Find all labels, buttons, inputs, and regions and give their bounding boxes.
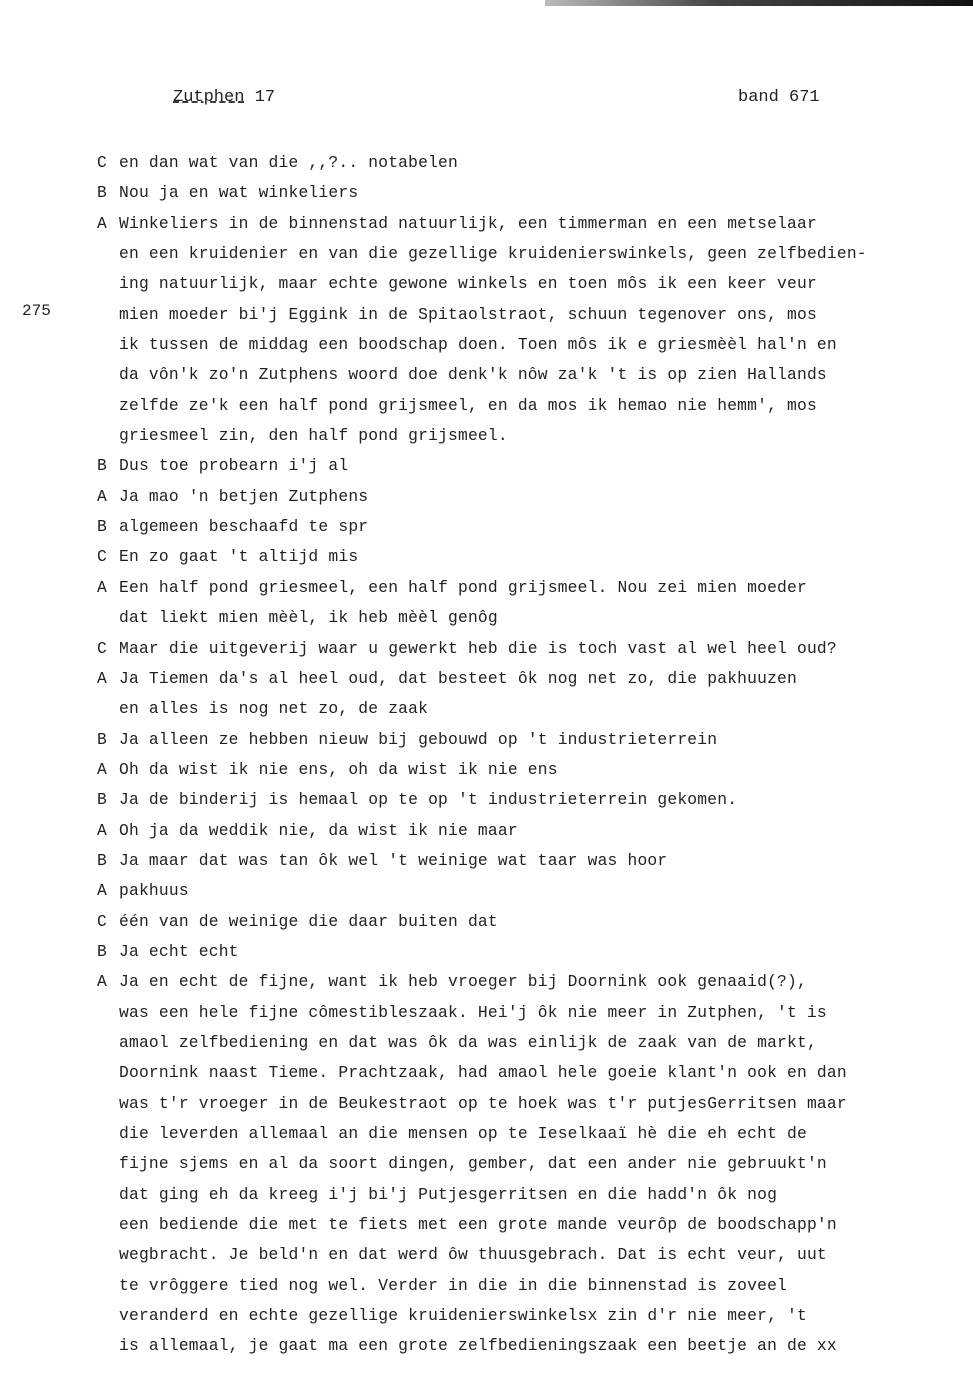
line-text: één van de weinige die daar buiten dat — [119, 911, 498, 931]
line-text: fijne sjems en al da soort dingen, gember, dat een ander nie gebruukt'n — [119, 1154, 827, 1174]
place-number: 17 — [254, 88, 276, 107]
speaker-label: A — [97, 759, 107, 779]
speaker-label: B — [97, 183, 107, 203]
line-text: Ja maar dat was tan ôk wel 't weinige wat taar was hoor — [119, 850, 668, 870]
speaker-label: B — [97, 941, 107, 961]
line-text: Oh da wist ik nie ens, oh da wist ik nie ens — [119, 759, 558, 779]
transcript-line — [97, 1149, 957, 1179]
transcript-line — [97, 239, 957, 269]
transcript-line — [97, 209, 957, 239]
line-text: amaol zelfbediening en dat was ôk da was einlijk de zaak van de markt, — [119, 1032, 817, 1052]
line-text: die leverden allemaal an die mensen op te Ieselkaaï hè die eh echt de — [119, 1124, 807, 1143]
transcript-line — [97, 998, 957, 1028]
transcript-body — [97, 148, 957, 1362]
transcript-line — [97, 421, 957, 451]
tape-number: band 671 — [738, 88, 820, 107]
transcript-line — [97, 846, 957, 876]
line-text: was een hele fijne cômestibleszaak. Hei'j ôk nie meer in Zutphen, 't is — [119, 1002, 827, 1022]
line-text: ik tussen de middag een boodschap doen. Toen môs ik e griesmèèl hal'n en — [119, 335, 837, 355]
line-text: mien moeder bi'j Eggink in de Spitaolstraot, schuun tegenover ons, mos — [119, 304, 817, 324]
line-text: zelfde ze'k een half pond grijsmeel, en da mos ik hemao nie hemm', mos — [119, 395, 817, 415]
transcript-line — [97, 634, 957, 664]
speaker-label: A — [97, 820, 107, 840]
transcript-line — [97, 512, 957, 542]
transcript-line — [97, 1331, 957, 1361]
line-text: pakhuus — [119, 881, 189, 901]
transcript-line — [97, 1210, 957, 1240]
speaker-label: B — [97, 517, 107, 537]
line-text: En zo gaat 't altijd mis — [119, 547, 359, 567]
transcript-line — [97, 1240, 957, 1270]
line-text: Dus toe probearn i'j al — [119, 456, 349, 476]
transcript-line — [97, 1058, 957, 1088]
transcript-line — [97, 1119, 957, 1149]
line-text: Winkeliers in de binnenstad natuurlijk, een timmerman en een metselaar — [119, 213, 817, 233]
line-text: is allemaal, je gaat ma een grote zelfbedieningszaak een beetje an de xx — [119, 1336, 837, 1356]
transcript-line — [97, 451, 957, 481]
line-text: Ja echt echt — [119, 941, 239, 961]
line-text: Oh ja da weddik nie, da wist ik nie maar — [119, 820, 518, 840]
transcript-line — [97, 148, 957, 178]
speaker-label: C — [97, 153, 107, 172]
transcript-line — [97, 482, 957, 512]
speaker-label: C — [97, 547, 107, 567]
line-text: te vrôggere tied nog wel. Verder in die in die binnenstad is zoveel — [119, 1275, 788, 1295]
line-text: griesmeel zin, den half pond grijsmeel. — [119, 426, 508, 446]
line-text: veranderd en echte gezellige kruidenierswinkelsx zin d'r nie meer, 't — [119, 1306, 807, 1326]
transcript-line — [97, 694, 957, 724]
transcript-line — [97, 573, 957, 603]
transcript-line — [97, 907, 957, 937]
speaker-label: B — [97, 790, 107, 810]
speaker-label: B — [97, 850, 107, 870]
speaker-label: A — [97, 213, 107, 233]
speaker-label: C — [97, 638, 107, 658]
transcript-line — [97, 725, 957, 755]
line-text: en alles is nog net zo, de zaak — [119, 699, 429, 719]
transcript-line — [97, 1028, 957, 1058]
line-text: Nou ja en wat winkeliers — [119, 183, 359, 203]
margin-line-number: 275 — [22, 302, 51, 320]
line-text: ing natuurlijk, maar echte gewone winkels en toen môs ik een keer veur — [119, 274, 817, 294]
line-text: da vôn'k zo'n Zutphens woord doe denk'k nôw za'k 't is op zien Hallands — [119, 365, 827, 385]
transcript-line — [97, 1089, 957, 1119]
line-text: was t'r vroeger in de Beukestraot op te hoek was t'r putjesGerritsen maar — [119, 1093, 847, 1113]
line-text: Ja Tiemen da's al heel oud, dat besteet ôk nog net zo, die pakhuuzen — [119, 668, 797, 688]
speaker-label: B — [97, 456, 107, 476]
transcript-line — [97, 330, 957, 360]
transcript-line — [97, 876, 957, 906]
line-text: Ja en echt de fijne, want ik heb vroeger bij Doornink ook genaaid(?), — [119, 972, 807, 992]
transcript-line — [97, 755, 957, 785]
speaker-label: A — [97, 881, 107, 901]
speaker-label: B — [97, 729, 107, 749]
line-text: Ja de binderij is hemaal op te op 't industrieterrein gekomen. — [119, 790, 738, 810]
place-name: Zutphen — [173, 88, 245, 107]
transcript-line — [97, 360, 957, 390]
line-text: Doornink naast Tieme. Prachtzaak, had amaol hele goeie klant'n ook en dan — [119, 1063, 847, 1083]
speaker-label: A — [97, 577, 107, 597]
transcript-line — [97, 603, 957, 633]
transcript-line — [97, 816, 957, 846]
line-text: wegbracht. Je beld'n en dat werd ôw thuusgebrach. Dat is echt veur, uut — [119, 1245, 827, 1265]
transcript-line — [97, 391, 957, 421]
line-text: dat liekt mien mèèl, ik heb mèèl genôg — [119, 608, 498, 628]
document-header-place — [173, 88, 275, 107]
line-text: algemeen beschaafd te spr — [119, 517, 369, 537]
line-text: en een kruidenier en van die gezellige kruidenierswinkels, geen zelfbedien- — [119, 244, 867, 264]
transcript-line — [97, 178, 957, 208]
speaker-label: A — [97, 972, 107, 992]
speaker-label: A — [97, 668, 107, 688]
transcript-line — [97, 967, 957, 997]
line-text: Een half pond griesmeel, een half pond grijsmeel. Nou zei mien moeder — [119, 577, 807, 597]
transcript-line — [97, 300, 957, 330]
transcript-line — [97, 1271, 957, 1301]
transcript-line — [97, 269, 957, 299]
transcript-line — [97, 1180, 957, 1210]
line-text: en dan wat van die ,,?.. notabelen — [119, 153, 458, 172]
transcript-line — [97, 937, 957, 967]
scan-edge-shadow — [545, 0, 973, 6]
transcript-line — [97, 664, 957, 694]
line-text: dat ging eh da kreeg i'j bi'j Putjesgerritsen en die hadd'n ôk nog — [119, 1184, 778, 1204]
line-text: Maar die uitgeverij waar u gewerkt heb die is toch vast al wel heel oud? — [119, 638, 837, 658]
line-text: Ja mao 'n betjen Zutphens — [119, 486, 369, 506]
transcript-line — [97, 542, 957, 572]
line-text: Ja alleen ze hebben nieuw bij gebouwd op 't industrieterrein — [119, 729, 718, 749]
speaker-label: C — [97, 911, 107, 931]
line-text: een bediende die met te fiets met een grote mande veurôp de boodschapp'n — [119, 1215, 837, 1235]
transcript-line — [97, 1301, 957, 1331]
transcript-line — [97, 785, 957, 815]
speaker-label: A — [97, 486, 107, 506]
